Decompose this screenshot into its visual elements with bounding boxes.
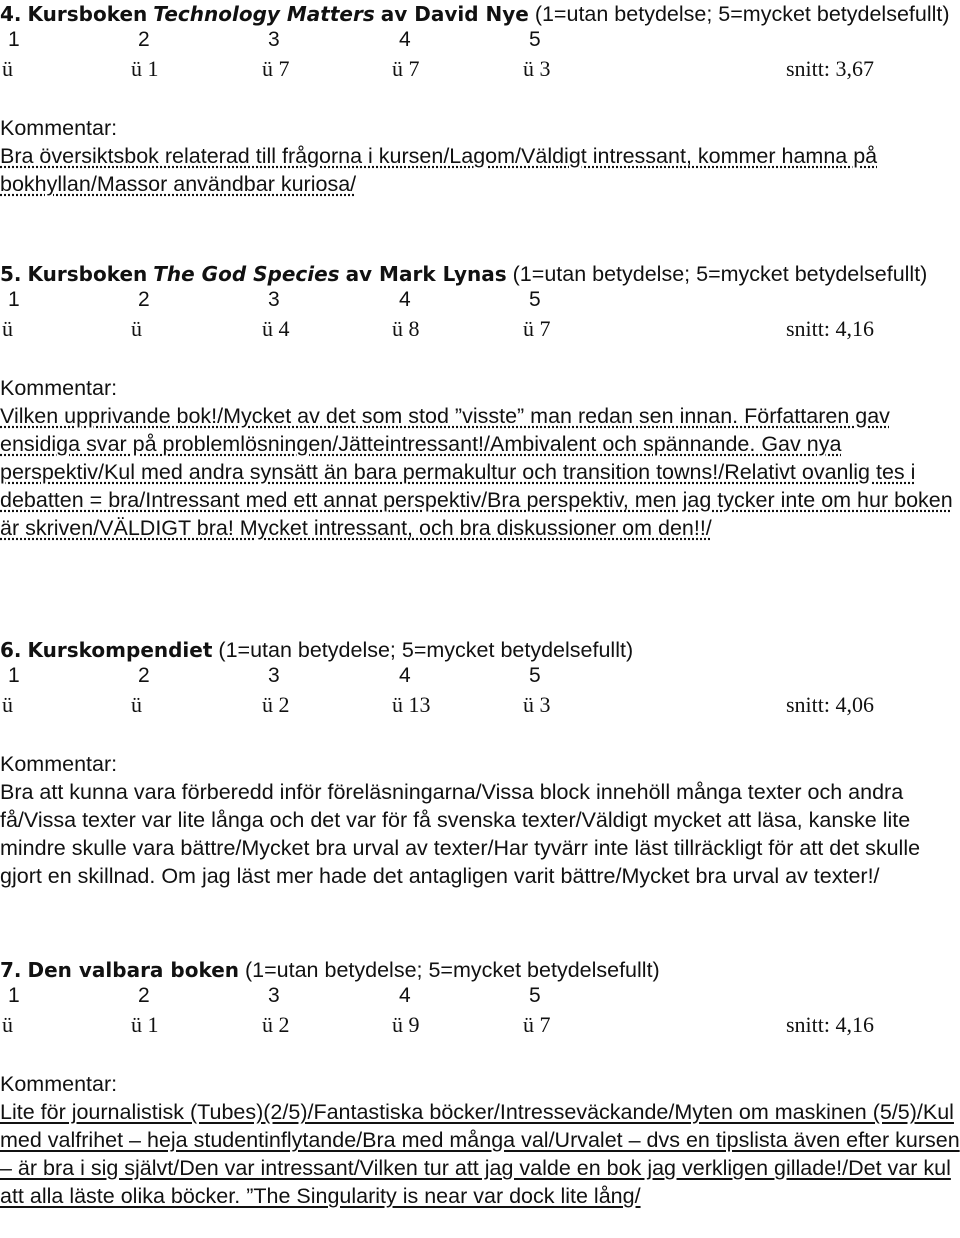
scale-5: 5 bbox=[529, 288, 541, 311]
response-1: ü bbox=[2, 316, 13, 341]
scale-2: 2 bbox=[138, 984, 150, 1007]
section-5 bbox=[0, 260, 960, 542]
scale-1: 1 bbox=[8, 28, 20, 51]
response-5: ü 7 bbox=[523, 316, 551, 341]
scale-4: 4 bbox=[399, 664, 411, 687]
response-1: ü bbox=[2, 692, 13, 717]
scale-note: (1=utan betydelse; 5=mycket betydelsefullt) bbox=[218, 638, 634, 662]
book-author: av Mark Lynas bbox=[345, 262, 507, 286]
section-heading bbox=[0, 0, 960, 28]
response-2: ü 1 bbox=[131, 1012, 159, 1037]
scale-numbers bbox=[0, 664, 960, 692]
section-number: 4. bbox=[0, 2, 22, 26]
section-heading bbox=[0, 956, 960, 984]
book-title: Technology Matters bbox=[153, 2, 375, 26]
scale-4: 4 bbox=[399, 288, 411, 311]
section-title: Kurskompendiet bbox=[27, 638, 213, 662]
response-4: ü 9 bbox=[392, 1012, 420, 1037]
scale-numbers bbox=[0, 28, 960, 56]
scale-5: 5 bbox=[529, 664, 541, 687]
response-counts bbox=[0, 1012, 960, 1040]
response-2: ü bbox=[131, 316, 142, 341]
section-4 bbox=[0, 0, 960, 198]
comment-text: Vilken upprivande bok!/Mycket av det som stod ”visste” man redan sen innan. Författaren gav ensidiga svar på problemlösningen/Jätteintressant!/Ambivalent och spännande. Gav nya perspektiv/Kul med andra synsätt än bara permakultur och transition towns!/Relativt ovanlig tes i debatten = bra/Intressant med ett annat perspektiv/Bra perspektiv, men jag tycker inte om hur boken är skriven/VÄLDIGT bra! Mycket intressant, och bra diskussioner om den!!/ bbox=[0, 404, 953, 540]
comment-label: Kommentar: bbox=[0, 752, 118, 776]
section-number: 7. bbox=[0, 958, 22, 982]
response-3: ü 2 bbox=[262, 692, 290, 717]
scale-3: 3 bbox=[268, 664, 280, 687]
average-score: snitt: 4,06 bbox=[786, 692, 875, 717]
comment-text: Bra översiktsbok relaterad till frågorna i kursen/Lagom/Väldigt intressant, kommer hamna på bokhyllan/Massor användbar kuriosa/ bbox=[0, 144, 878, 196]
response-5: ü 3 bbox=[523, 56, 551, 81]
comment-text: Bra att kunna vara förberedd inför föreläsningarna/Vissa block innehöll många texter och andra få/Vissa texter var lite långa och det var för få svenska texter/Väldigt mycket att läsa, kanske lite mindre skulle vara bättre/Mycket bra urval av texter/Har tyvärr inte läst tillräckligt för att det skulle gjort en skillnad. Om jag läst mer hade det antagligen varit bättre/Mycket bra urval av texter!/ bbox=[0, 780, 921, 888]
response-5: ü 7 bbox=[523, 1012, 551, 1037]
section-7 bbox=[0, 956, 960, 1210]
comment-label: Kommentar: bbox=[0, 1072, 118, 1096]
response-1: ü bbox=[2, 56, 13, 81]
response-3: ü 2 bbox=[262, 1012, 290, 1037]
response-4: ü 7 bbox=[392, 56, 420, 81]
response-counts bbox=[0, 692, 960, 720]
scale-4: 4 bbox=[399, 984, 411, 1007]
scale-2: 2 bbox=[138, 288, 150, 311]
scale-numbers bbox=[0, 984, 960, 1012]
section-number: 5. bbox=[0, 262, 22, 286]
response-3: ü 7 bbox=[262, 56, 290, 81]
section-prefix: Kursboken bbox=[27, 2, 148, 26]
scale-3: 3 bbox=[268, 28, 280, 51]
response-2: ü bbox=[131, 692, 142, 717]
response-3: ü 4 bbox=[262, 316, 290, 341]
scale-1: 1 bbox=[8, 984, 20, 1007]
scale-2: 2 bbox=[138, 28, 150, 51]
scale-5: 5 bbox=[529, 984, 541, 1007]
book-title: The God Species bbox=[153, 262, 340, 286]
average-score: snitt: 4,16 bbox=[786, 316, 875, 341]
average-score: snitt: 4,16 bbox=[786, 1012, 875, 1037]
comment-text: Lite för journalistisk (Tubes)(2/5)/Fantastiska böcker/Intresseväckande/Myten om maskinen (5/5)/Kul med valfrihet – heja studentinflytande/Bra med många val/Urvalet – dvs en tipslista även efter kursen – är bra i sig självt/Den var intressant/Vilken tur att jag valde en bok jag verkligen gillade!/Det var kul att alla läste olika böcker. ”The Singularity is near var dock lite lång/ bbox=[0, 1100, 960, 1208]
response-4: ü 8 bbox=[392, 316, 420, 341]
response-counts bbox=[0, 56, 960, 84]
scale-2: 2 bbox=[138, 664, 150, 687]
section-6 bbox=[0, 636, 960, 890]
scale-4: 4 bbox=[399, 28, 411, 51]
section-prefix: Kursboken bbox=[27, 262, 148, 286]
scale-note: (1=utan betydelse; 5=mycket betydelsefullt) bbox=[534, 2, 950, 26]
scale-1: 1 bbox=[8, 664, 20, 687]
response-5: ü 3 bbox=[523, 692, 551, 717]
response-2: ü 1 bbox=[131, 56, 159, 81]
scale-note: (1=utan betydelse; 5=mycket betydelsefullt) bbox=[512, 262, 928, 286]
average-score: snitt: 3,67 bbox=[786, 56, 875, 81]
response-1: ü bbox=[2, 1012, 13, 1037]
scale-5: 5 bbox=[529, 28, 541, 51]
scale-1: 1 bbox=[8, 288, 20, 311]
scale-note: (1=utan betydelse; 5=mycket betydelsefullt) bbox=[245, 958, 660, 982]
section-heading bbox=[0, 636, 960, 664]
section-heading bbox=[0, 260, 960, 288]
scale-3: 3 bbox=[268, 288, 280, 311]
response-counts bbox=[0, 316, 960, 344]
response-4: ü 13 bbox=[392, 692, 431, 717]
comment-label: Kommentar: bbox=[0, 376, 118, 400]
scale-numbers bbox=[0, 288, 960, 316]
section-title: Den valbara boken bbox=[27, 958, 240, 982]
book-author: av David Nye bbox=[380, 2, 529, 26]
scale-3: 3 bbox=[268, 984, 280, 1007]
section-number: 6. bbox=[0, 638, 22, 662]
comment-label: Kommentar: bbox=[0, 116, 118, 140]
